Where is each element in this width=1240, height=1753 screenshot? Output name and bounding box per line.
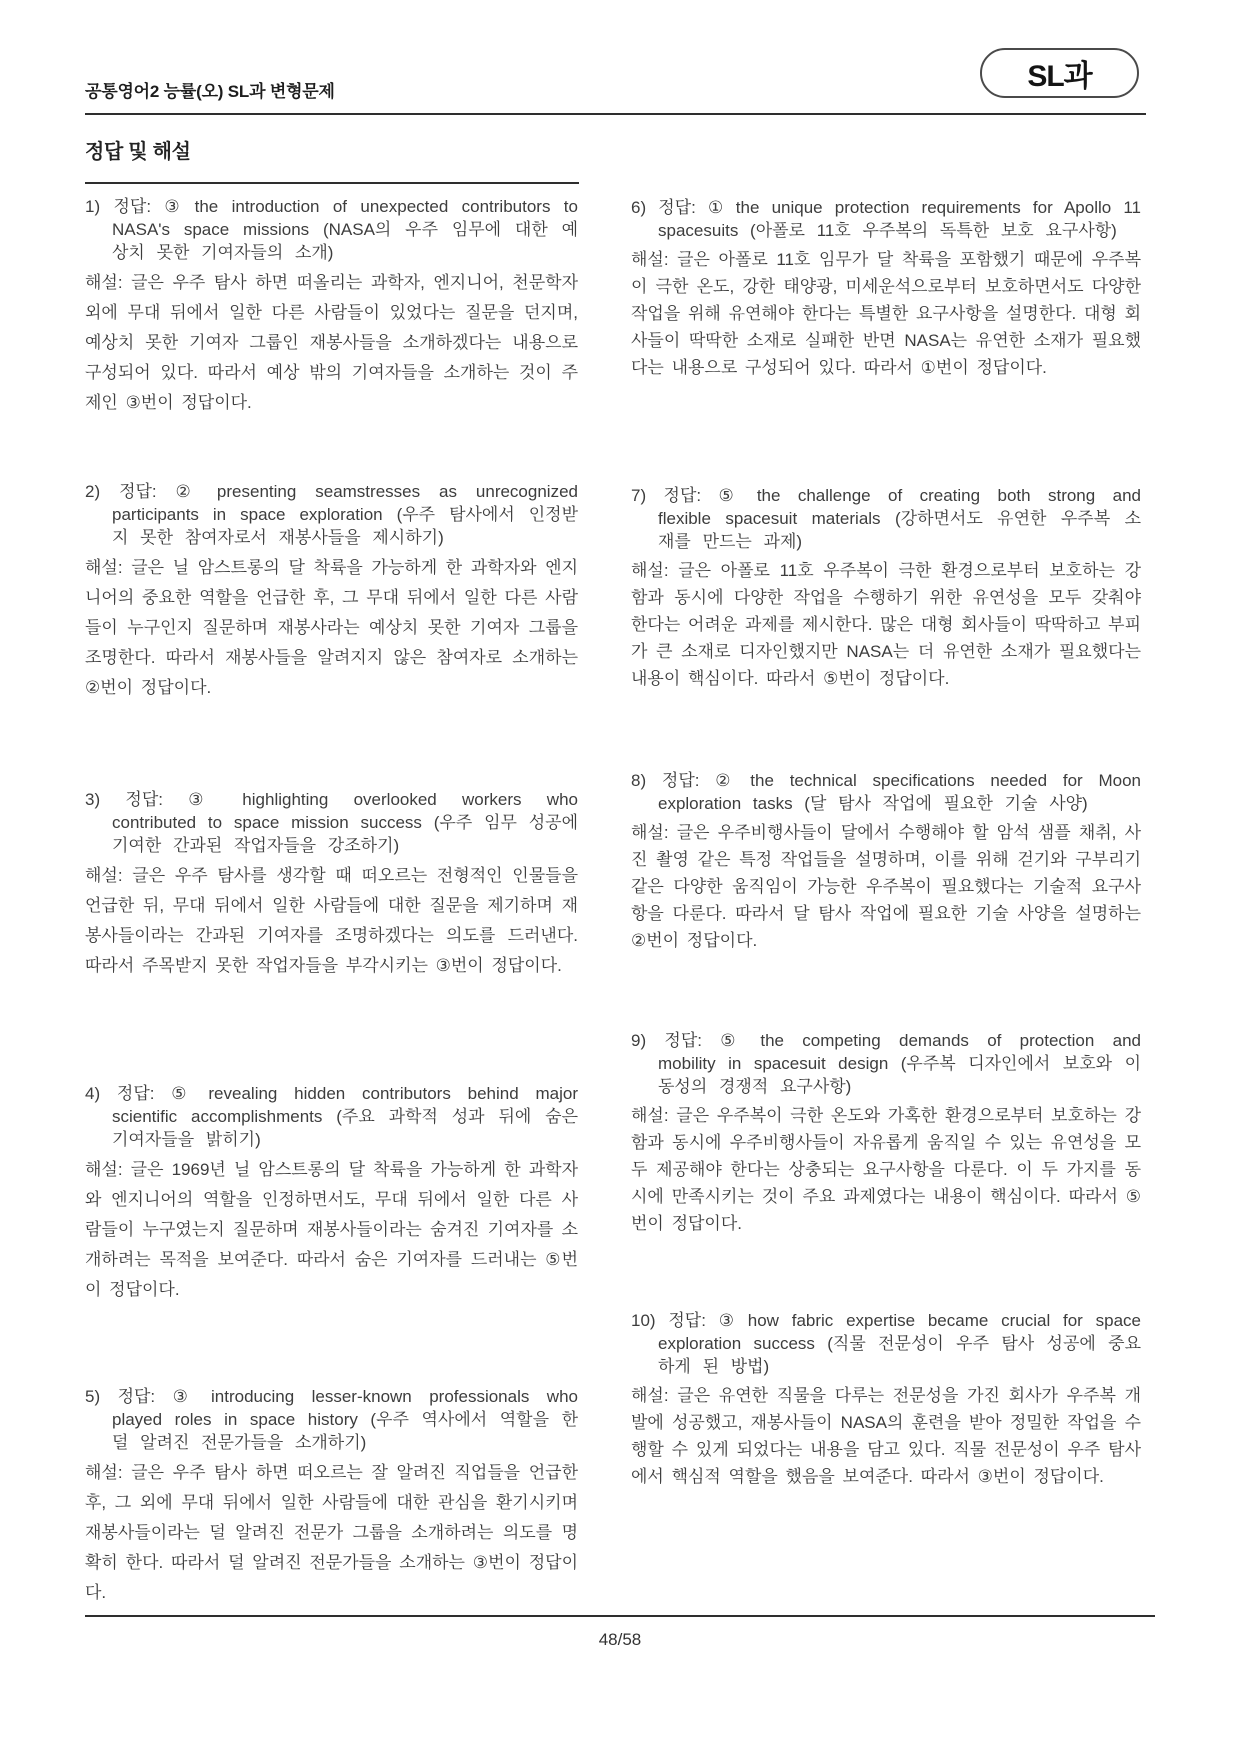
explanation-text: 해설: 글은 우주 탐사 하면 떠오르는 잘 알려진 직업들을 언급한 후, 그 외에 무대 뒤에서 일한 사람들에 대한 관심을 환기시키며 재봉사들이라는 덜 알려진 전문가 그룹을 소개하려는 의도를 명확히 한다. 따라서 덜 알려진 전문가들을 소개하는 ③번이 정답이다. <box>85 1463 578 1602</box>
explanation-text: 해설: 글은 우주 탐사 하면 떠올리는 과학자, 엔지니어, 천문학자 외에 무대 뒤에서 일한 다른 사람들이 있었다는 질문을 던지며, 예상치 못한 기여자 그룹인 재봉사들을 소개하겠다는 내용으로 구성되어 있다. 따라서 예상 밖의 기여자들을 소개하는 것이 주제인 ③번이 정답이다. <box>85 273 578 412</box>
answer-line <box>631 196 1141 242</box>
document-title: 공통영어2 능률(오) SL과 변형문제 <box>85 82 335 101</box>
answer-text: 정답: ⑤ the competing demands of protection and mobility in spacesuit design (우주복 디자인에서 보호와 이동성의 경쟁적 요구사항) <box>658 1031 1141 1096</box>
answer-line <box>85 1082 578 1151</box>
answer-text: 정답: ③ how fabric expertise became crucial for space exploration success (직물 전문성이 우주 탐사 성공에 중요하게 된 방법) <box>658 1311 1141 1376</box>
answer-text: 정답: ③ the introduction of unexpected contributors to NASA's space missions (NASA의 우주 임무에 대한 예상치 못한 기여자들의 소개) <box>112 197 578 262</box>
explanation-text: 해설: 글은 1969년 닐 암스트롱의 달 착륙을 가능하게 한 과학자와 엔지니어의 역할을 인정하면서도, 무대 뒤에서 일한 다른 사람들이 누구였는지 질문하며 재봉사들이라는 숨겨진 기여자를 소개하려는 목적을 보여준다. 따라서 숨은 기여자를 드러내는 ⑤번이 정답이다. <box>85 1160 578 1299</box>
answer-item-7 <box>631 484 1141 692</box>
item-number: 4) <box>85 1084 101 1103</box>
answer-text: 정답: ③ highlighting overlooked workers who contributed to space mission success (우주 임무 성공에 기여한 간과된 작업자들을 강조하기) <box>112 790 578 855</box>
answer-line <box>85 1385 578 1454</box>
item-number: 9) <box>631 1031 647 1050</box>
footer-divider <box>85 1615 1155 1617</box>
answer-text: 정답: ⑤ revealing hidden contributors behind major scientific accomplishments (주요 과학적 성과 뒤에 숨은 기여자들을 밝히기) <box>112 1084 578 1149</box>
item-number: 3) <box>85 790 101 809</box>
answer-text: 정답: ③ introducing lesser-known professionals who played roles in space history (우주 역사에서 역할을 한 덜 알려진 전문가들을 소개하기) <box>112 1387 578 1452</box>
answer-item-2 <box>85 480 578 703</box>
item-number: 6) <box>631 198 647 217</box>
answer-line <box>85 480 578 549</box>
section-title: 정답 및 해설 <box>85 141 191 163</box>
answer-line <box>85 788 578 857</box>
answer-item-8 <box>631 769 1141 954</box>
answer-item-9 <box>631 1029 1141 1237</box>
answer-line <box>85 195 578 264</box>
item-number: 2) <box>85 482 101 501</box>
header-divider <box>85 113 1146 115</box>
answer-text: 정답: ⑤ the challenge of creating both strong and flexible spacesuit materials (강하면서도 유연한 우주복 소재를 만드는 과제) <box>658 486 1141 551</box>
explanation-text: 해설: 글은 유연한 직물을 다루는 전문성을 가진 회사가 우주복 개발에 성공했고, 재봉사들이 NASA의 훈련을 받아 정밀한 작업을 수행할 수 있게 되었다는 내용을 담고 있다. 직물 전문성이 우주 탐사에서 핵심적 역할을 했음을 보여준다. 따라서 ③번이 정답이다. <box>631 1386 1141 1486</box>
answer-text: 정답: ① the unique protection requirements for Apollo 11 spacesuits (아폴로 11호 우주복의 독특한 보호 요구사항) <box>658 198 1141 240</box>
section-title-underline <box>85 182 579 184</box>
answer-text: 정답: ② the technical specifications needed for Moon exploration tasks (달 탐사 작업에 필요한 기술 사양) <box>658 771 1141 813</box>
explanation-text: 해설: 글은 아폴로 11호 임무가 달 착륙을 포함했기 때문에 우주복이 극한 온도, 강한 태양광, 미세운석으로부터 보호하면서도 다양한 작업을 위해 유연해야 한다는 특별한 요구사항을 설명한다. 대형 회사들이 딱딱한 소재로 실패한 반면 NASA는 유연한 소재가 필요했다는 내용으로 구성되어 있다. 따라서 ①번이 정답이다. <box>631 250 1141 377</box>
item-number: 1) <box>85 197 101 216</box>
explanation-text: 해설: 글은 닐 암스트롱의 달 착륙을 가능하게 한 과학자와 엔지니어의 중요한 역할을 언급한 후, 그 무대 뒤에서 일한 다른 사람들이 누구인지 질문하며 재봉사라는 예상치 못한 기여자 그룹을 조명한다. 따라서 재봉사들을 알려지지 않은 참여자로 소개하는 ②번이 정답이다. <box>85 558 578 697</box>
answer-item-4 <box>85 1082 578 1305</box>
answer-line <box>631 484 1141 553</box>
explanation-text: 해설: 글은 우주 탐사를 생각할 때 떠오르는 전형적인 인물들을 언급한 뒤, 무대 뒤에서 일한 사람들에 대한 질문을 제기하며 재봉사들이라는 간과된 기여자를 조명하겠다는 의도를 드러낸다. 따라서 주목받지 못한 작업자들을 부각시키는 ③번이 정답이다. <box>85 866 578 975</box>
answer-line <box>631 1029 1141 1098</box>
answer-item-1 <box>85 195 578 418</box>
class-badge: SL과 <box>980 48 1139 98</box>
explanation-text: 해설: 글은 아폴로 11호 우주복이 극한 환경으로부터 보호하는 강함과 동시에 다양한 작업을 수행하기 위한 유연성을 모두 갖춰야 한다는 어려운 과제를 제시한다. 많은 대형 회사들이 딱딱하고 부피가 큰 소재로 디자인했지만 NASA는 더 유연한 소재가 필요했다는 내용이 핵심이다. 따라서 ⑤번이 정답이다. <box>631 561 1141 688</box>
explanation-text: 해설: 글은 우주복이 극한 온도와 가혹한 환경으로부터 보호하는 강함과 동시에 우주비행사들이 자유롭게 움직일 수 있는 유연성을 모두 제공해야 한다는 상충되는 요구사항을 다룬다. 이 두 가지를 동시에 만족시키는 것이 주요 과제였다는 내용이 핵심이다. 따라서 ⑤번이 정답이다. <box>631 1106 1141 1233</box>
item-number: 7) <box>631 486 647 505</box>
item-number: 10) <box>631 1311 656 1330</box>
answer-item-5 <box>85 1385 578 1608</box>
item-number: 5) <box>85 1387 101 1406</box>
item-number: 8) <box>631 771 647 790</box>
page-number: 48/58 <box>598 1630 642 1649</box>
answer-line <box>631 769 1141 815</box>
answer-item-10 <box>631 1309 1141 1490</box>
answer-text: 정답: ② presenting seamstresses as unrecognized participants in space exploration (우주 탐사에서 인정받지 못한 참여자로서 재봉사들을 제시하기) <box>112 482 578 547</box>
explanation-text: 해설: 글은 우주비행사들이 달에서 수행해야 할 암석 샘플 채취, 사진 촬영 같은 특정 작업들을 설명하며, 이를 위해 걷기와 구부리기 같은 다양한 움직임이 가능한 우주복이 필요했다는 기술적 요구사항을 다룬다. 따라서 달 탐사 작업에 필요한 기술 사양을 설명하는 ②번이 정답이다. <box>631 823 1141 950</box>
answer-line <box>631 1309 1141 1378</box>
answer-item-3 <box>85 788 578 981</box>
answer-item-6 <box>631 196 1141 381</box>
